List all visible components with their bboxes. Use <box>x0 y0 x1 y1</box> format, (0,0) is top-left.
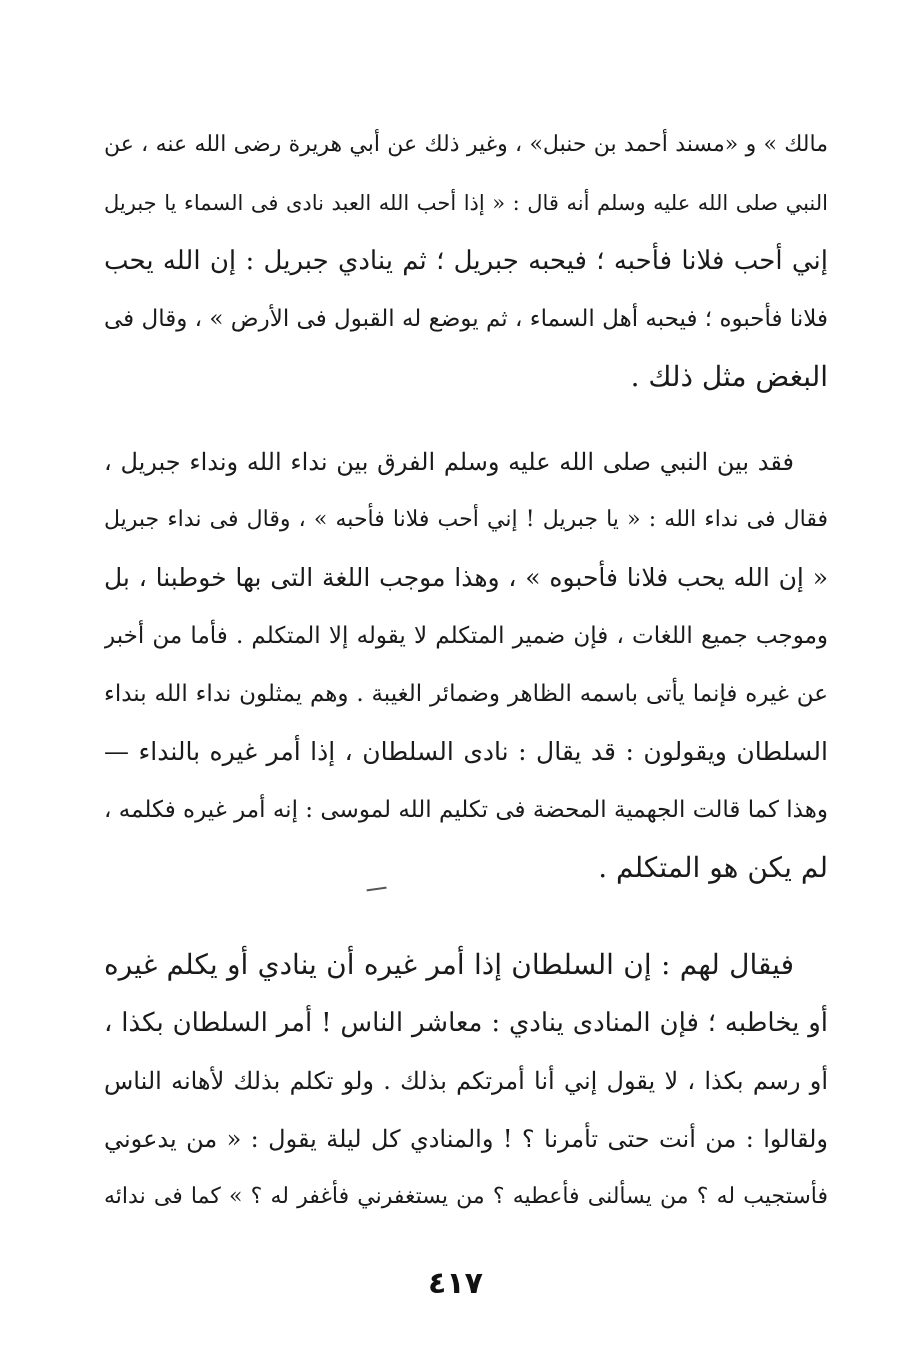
page-number: ٤١٧ <box>428 1266 483 1301</box>
text-line: فقد بين النبي صلى الله عليه وسلم الفرق بين نداء الله ونداء جبريل ، <box>104 448 794 476</box>
text-line: مالك » و «مسند أحمد بن حنبل» ، وغير ذلك عن أبي هريرة رضى الله عنه ، عن <box>104 132 828 157</box>
paragraph-3 <box>104 936 828 1226</box>
text-line: فلانا فأحبوه ؛ فيحبه أهل السماء ، ثم يوضع له القبول فى الأرض » ، وقال فى <box>104 306 828 332</box>
text-line: عن غيره فإنما يأتى باسمه الظاهر وضمائر الغيبة . وهم يمثلون نداء الله بنداء <box>104 681 828 707</box>
text-line: أو رسم بكذا ، لا يقول إني أنا أمرتكم بذلك . ولو تكلم بذلك لأهانه الناس <box>104 1067 828 1095</box>
paragraph-2 <box>104 433 828 897</box>
text-line: النبي صلى الله عليه وسلم أنه قال : « إذا أحب الله العبد نادى فى السماء يا جبريل <box>104 191 828 215</box>
text-line: أو يخاطبه ؛ فإن المنادى ينادي : معاشر الناس ! أمر السلطان بكذا ، <box>104 1008 828 1038</box>
text-line: ولقالوا : من أنت حتى تأمرنا ؟ ! والمنادي كل ليلة يقول : « من يدعوني <box>104 1125 828 1153</box>
text-line: فأستجيب له ؟ من يسألنى فأعطيه ؟ من يستغفرني فأغفر له ؟ » كما فى ندائه <box>104 1184 828 1209</box>
text-line: لم يكن هو المتكلم . <box>598 851 828 884</box>
text-line: وهذا كما قالت الجهمية المحضة فى تكليم الله لموسى : إنه أمر غيره فكلمه ، <box>104 797 828 823</box>
text-line: البغض مثل ذلك . <box>630 360 828 393</box>
paragraph-1 <box>104 116 828 406</box>
text-line: وموجب جميع اللغات ، فإن ضمير المتكلم لا يقوله إلا المتكلم . فأما من أخبر <box>104 623 828 649</box>
text-line: « إن الله يحب فلانا فأحبوه » ، وهذا موجب اللغة التى بها خوطبنا ، بل <box>104 563 828 592</box>
text-line: فيقال لهم : إن السلطان إذا أمر غيره أن ينادي أو يكلم غيره <box>104 948 794 981</box>
text-line: إني أحب فلانا فأحبه ؛ فيحبه جبريل ؛ ثم ينادي جبريل : إن الله يحب <box>104 246 828 276</box>
text-line: فقال فى نداء الله : « يا جبريل ! إني أحب فلانا فأحبه » ، وقال فى نداء جبريل <box>104 507 828 532</box>
text-line: السلطان ويقولون : قد يقال : نادى السلطان ، إذا أمر غيره بالنداء — <box>104 737 828 766</box>
